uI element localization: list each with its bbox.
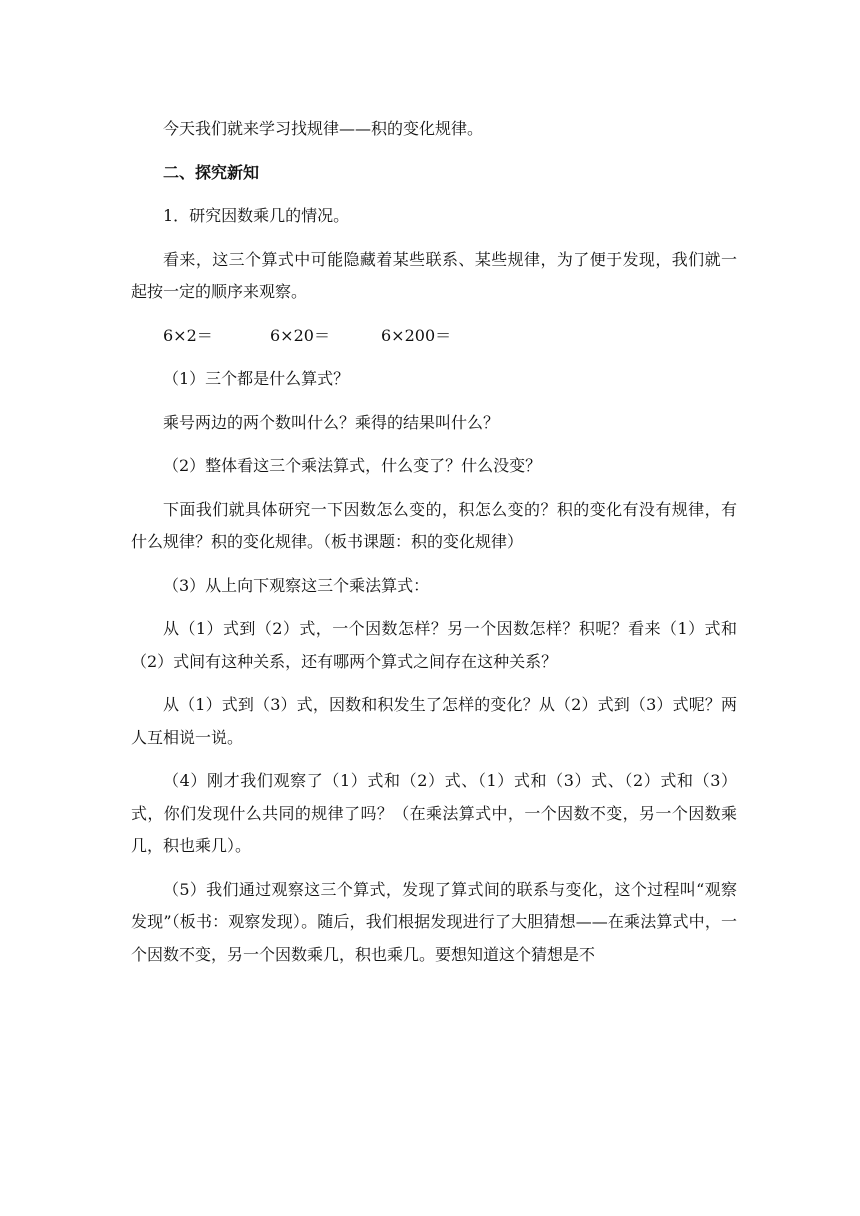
formula-2: 6×20＝ — [270, 325, 330, 345]
section-heading: 二、探究新知 — [163, 162, 260, 182]
question-1: （1）三个都是什么算式？ — [163, 369, 350, 388]
formula-1: 6×2＝ — [163, 325, 213, 345]
formula-row — [131, 320, 737, 353]
paragraph-intro: 今天我们就来学习找规律——积的变化规律。 — [163, 119, 484, 138]
question-4: （4）刚才我们观察了（1）式和（2）式、（1）式和（3）式、（2）式和（3）式，你们发现什么共同的规律了吗？（在乘法算式中，一个因数不变，另一个因数乘几，积也乘几）。 — [131, 771, 737, 855]
paragraph-topic: 下面我们就具体研究一下因数怎么变的，积怎么变的？积的变化有没有规律，有什么规律？积的变化规律。（板书课题：积的变化规律） — [131, 499, 737, 551]
paragraph-observe: 看来，这三个算式中可能隐藏着某些联系、某些规律，为了便于发现，我们就一起按一定的顺序来观察。 — [131, 249, 737, 301]
subsection-heading: 1．研究因数乘几的情况。 — [163, 206, 350, 225]
paragraph-1-to-3: 从（1）式到（3）式，因数和积发生了怎样的变化？从（2）式到（3）式呢？两人互相说一说。 — [131, 695, 737, 747]
question-5: （5）我们通过观察这三个算式，发现了算式间的联系与变化，这个过程叫“观察发现”（板书：观察发现）。随后，我们根据发现进行了大胆猜想——在乘法算式中，一个因数不变，另一个因数乘几，积也乘几。要想知道这个猜想是不 — [131, 879, 737, 964]
question-3: （3）从上向下观察这三个乘法算式： — [163, 575, 430, 595]
formula-3: 6×200＝ — [381, 325, 452, 345]
question-1-detail: 乘号两边的两个数叫什么？乘得的结果叫什么？ — [163, 412, 500, 432]
paragraph-1-to-2: 从（1）式到（2）式，一个因数怎样？另一个因数怎样？积呢？看来（1）式和（2）式间有这种关系，还有哪两个算式之间存在这种关系？ — [131, 619, 737, 671]
document-body — [131, 113, 737, 982]
question-2: （2）整体看这三个乘法算式，什么变了？什么没变？ — [163, 456, 542, 475]
